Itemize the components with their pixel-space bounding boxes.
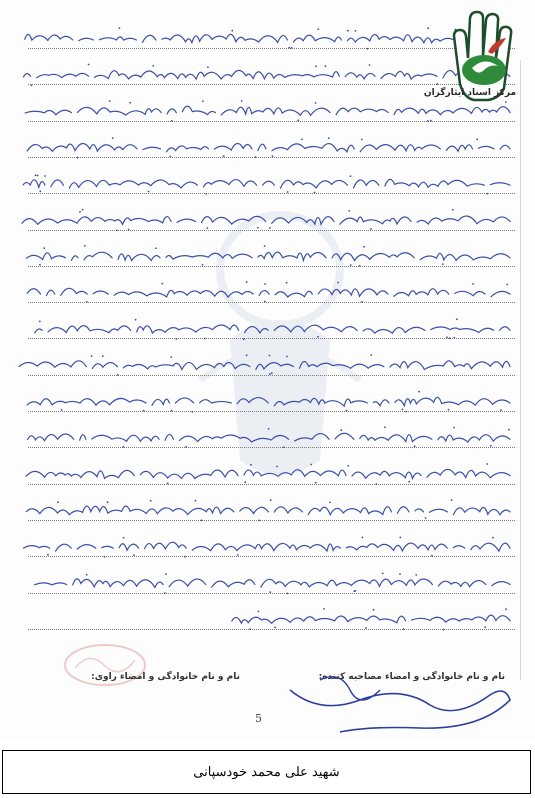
handwriting-dot	[86, 574, 88, 576]
handwriting-dot	[486, 193, 488, 195]
handwriting-dot	[317, 336, 319, 338]
handwritten-signature	[280, 660, 520, 740]
handwriting-dot	[286, 356, 288, 358]
handwriting-dot	[453, 427, 455, 429]
handwriting-dot	[135, 319, 137, 321]
handwriting-dot	[492, 537, 494, 539]
handwriting-dot	[500, 409, 502, 411]
handwriting-dot	[361, 139, 363, 141]
handwriting-dot	[129, 102, 131, 104]
handwriting-dot	[506, 284, 508, 286]
handwriting-dot	[258, 611, 260, 613]
handwriting-dot	[122, 446, 124, 448]
handwriting-dot	[399, 573, 401, 575]
handwriting-dot	[403, 628, 405, 630]
handwriting-dot	[472, 283, 474, 285]
handwriting-dot	[77, 157, 79, 159]
handwriting-dot	[102, 355, 104, 357]
handwriting-dot	[484, 626, 486, 628]
handwriting-dot	[164, 592, 166, 594]
handwriting-dot	[167, 483, 169, 485]
handwriting-dot	[86, 301, 88, 303]
handwriting-dot	[317, 28, 319, 30]
handwriting-dot	[231, 30, 233, 32]
handwriting-line	[27, 397, 510, 406]
handwriting-dot	[258, 520, 260, 522]
handwriting-dot	[287, 191, 289, 193]
handwriting-dot	[269, 591, 271, 593]
handwriting-dot	[43, 247, 45, 249]
handwriting-dot	[451, 499, 453, 501]
handwriting-dot	[442, 263, 444, 265]
handwriting-dot	[365, 627, 367, 629]
handwriting-dot	[476, 139, 478, 141]
handwriting-dot	[323, 608, 325, 610]
handwriting-dot	[418, 391, 420, 393]
caption-box	[2, 750, 531, 794]
handwriting-line	[28, 433, 510, 442]
handwriting-dot	[31, 84, 33, 86]
handwriting-dot	[171, 120, 173, 122]
handwriting-dot	[206, 227, 208, 229]
handwriting-dot	[123, 537, 125, 539]
handwriting-dot	[170, 356, 172, 358]
handwriting-dot	[91, 355, 93, 357]
handwriting-dot	[39, 321, 41, 323]
handwriting-dot	[191, 411, 193, 413]
handwriting-line	[29, 325, 510, 333]
handwriting-dot	[405, 411, 407, 413]
handwriting-dot	[315, 102, 317, 104]
handwriting-dot	[79, 211, 81, 213]
handwriting-dot	[369, 64, 371, 66]
handwriting-dot	[490, 445, 492, 447]
handwriting-dot	[57, 501, 59, 503]
handwriting-dot	[104, 556, 106, 558]
handwriting-dot	[84, 245, 86, 247]
handwriting-dot	[370, 228, 372, 230]
handwriting-dot	[35, 174, 37, 176]
logo-caption: مرکز اسناد ایثارگران	[423, 88, 517, 98]
handwriting-dot	[276, 466, 278, 468]
handwriting-dot	[362, 537, 364, 539]
handwriting-dot	[243, 338, 245, 340]
narrator-signature-label: نام و نام خانوادگی و امضاء راوی:	[91, 672, 240, 682]
handwriting-line	[26, 469, 510, 478]
handwriting-line	[232, 615, 510, 623]
handwriting-dot	[264, 301, 266, 303]
handwriting-dot	[148, 191, 150, 193]
handwriting-line	[29, 579, 510, 588]
handwriting-dot	[201, 519, 203, 521]
handwriting-dot	[195, 500, 197, 502]
handwriting-dot	[508, 429, 510, 431]
handwriting-dot	[329, 502, 331, 504]
handwriting-dot	[202, 264, 204, 266]
handwriting-dot	[117, 374, 119, 376]
handwriting-dot	[269, 227, 271, 229]
handwriting-dot	[375, 483, 377, 485]
handwriting-line	[23, 179, 510, 188]
handwriting-dot	[446, 336, 448, 338]
handwriting-dot	[314, 192, 316, 194]
handwriting-dot	[350, 264, 352, 266]
hand-dove-logo-icon	[432, 6, 527, 116]
handwriting-dot	[361, 301, 363, 303]
handwriting-dot	[152, 65, 154, 67]
page-number: 5	[255, 712, 262, 725]
handwriting-dot	[244, 481, 246, 483]
handwriting-dot	[337, 282, 339, 284]
handwriting-dot	[237, 554, 239, 556]
handwriting-dot	[415, 574, 417, 576]
handwriting-dot	[112, 137, 114, 139]
handwriting-dot	[246, 281, 248, 283]
handwriting-dot	[44, 175, 46, 177]
handwriting-dot	[250, 464, 252, 466]
handwriting-dot	[249, 628, 251, 630]
handwriting-dot	[246, 354, 248, 356]
handwriting-dot	[205, 193, 207, 195]
handwriting-dot	[427, 120, 429, 122]
handwriting-dot	[37, 175, 39, 177]
handwriting-dot	[255, 156, 257, 158]
handwriting-dot	[370, 354, 372, 356]
handwriting-dot	[347, 465, 349, 467]
handwriting-line	[24, 542, 511, 551]
handwriting-dot	[325, 65, 327, 67]
handwriting-dot	[175, 338, 177, 340]
handwriting-dot	[486, 463, 488, 465]
handwriting-dot	[271, 372, 273, 374]
handwriting-dot	[427, 27, 429, 29]
handwriting-dot	[402, 409, 404, 411]
handwriting-dot	[143, 410, 145, 412]
handwriting-dot	[82, 209, 84, 211]
handwriting-dot	[399, 537, 401, 539]
handwriting-dot	[456, 318, 458, 320]
handwriting-dot	[165, 573, 167, 575]
handwriting-dot	[39, 190, 41, 192]
handwriting-dot	[207, 66, 209, 68]
interviewer-signature-label: نام و نام خانوادگی و امضاء مصاحبه کننده:	[318, 672, 505, 682]
handwriting-dot	[363, 246, 365, 248]
handwriting-dot	[297, 119, 299, 121]
handwriting-dot	[184, 556, 186, 558]
handwriting-line	[27, 143, 510, 151]
handwriting-dot	[150, 500, 152, 502]
handwriting-dot	[301, 139, 303, 141]
handwriting-dot	[346, 410, 348, 412]
handwriting-dot	[241, 100, 243, 102]
handwriting-dot	[359, 265, 361, 267]
handwriting-dot	[283, 446, 285, 448]
handwriting-dot	[382, 573, 384, 575]
handwriting-dot	[274, 627, 276, 629]
handwriting-dot	[384, 426, 386, 428]
handwriting-dot	[270, 499, 272, 501]
handwriting-dot	[61, 409, 63, 411]
handwriting-dot	[272, 155, 274, 157]
handwriting-dot	[128, 229, 130, 231]
handwriting-dot	[414, 445, 416, 447]
handwriting-dot	[449, 337, 451, 339]
handwriting-dot	[340, 429, 342, 431]
handwriting-dot	[310, 464, 312, 466]
handwriting-dot	[223, 155, 225, 157]
handwriting-dot	[453, 337, 455, 339]
handwriting-dot	[269, 355, 271, 357]
handwriting-line	[27, 252, 511, 260]
handwriting-dot	[287, 593, 289, 595]
handwriting-dot	[505, 608, 507, 610]
handwriting-dot	[169, 156, 171, 158]
handwriting-dot	[204, 338, 206, 340]
handwriting-dot	[133, 554, 135, 556]
handwriting-dot	[408, 481, 410, 483]
handwriting-dot	[264, 245, 266, 247]
handwriting-dot	[348, 210, 350, 212]
handwriting-dot	[155, 247, 157, 249]
handwriting-dot	[47, 554, 49, 556]
handwriting-dot	[425, 517, 427, 519]
handwriting-dot	[430, 120, 432, 122]
handwriting-dot	[353, 590, 355, 592]
handwriting-dot	[269, 373, 271, 375]
handwriting-dot	[431, 555, 433, 557]
handwriting-dot	[443, 629, 445, 631]
handwriting-dot	[88, 64, 90, 66]
handwriting-dot	[291, 47, 293, 49]
handwriting-line	[21, 506, 511, 515]
handwriting-dot	[373, 609, 375, 611]
margin-rule	[520, 60, 521, 680]
handwriting-dot	[328, 137, 330, 139]
handwriting-dot	[171, 410, 173, 412]
handwriting-dot	[315, 482, 317, 484]
handwriting-dot	[452, 209, 454, 211]
handwriting-dot	[448, 409, 450, 411]
handwriting-line	[19, 361, 510, 370]
handwriting-dot	[347, 30, 349, 32]
faint-stamp	[60, 640, 150, 690]
handwriting-dot	[366, 48, 368, 50]
handwriting-dot	[185, 446, 187, 448]
handwriting-dot	[264, 283, 266, 285]
handwriting-dot	[268, 428, 270, 430]
handwriting-dot	[315, 65, 317, 67]
handwriting-dot	[161, 283, 163, 285]
handwriting-line	[27, 288, 510, 297]
handwriting-dot	[350, 175, 352, 177]
caption-text: شهید علی محمد خودسپانی	[193, 764, 340, 780]
handwriting-line	[22, 216, 510, 224]
handwriting-dot	[107, 501, 109, 503]
handwriting-dot	[202, 100, 204, 102]
handwriting-dot	[288, 47, 290, 49]
handwriting-dot	[257, 227, 259, 229]
handwriting-dot	[119, 27, 121, 29]
handwriting-dot	[355, 30, 357, 32]
handwriting-dot	[286, 282, 288, 284]
handwriting-dot	[116, 229, 118, 231]
handwriting-dot	[39, 264, 41, 266]
handwriting-dot	[109, 100, 111, 102]
